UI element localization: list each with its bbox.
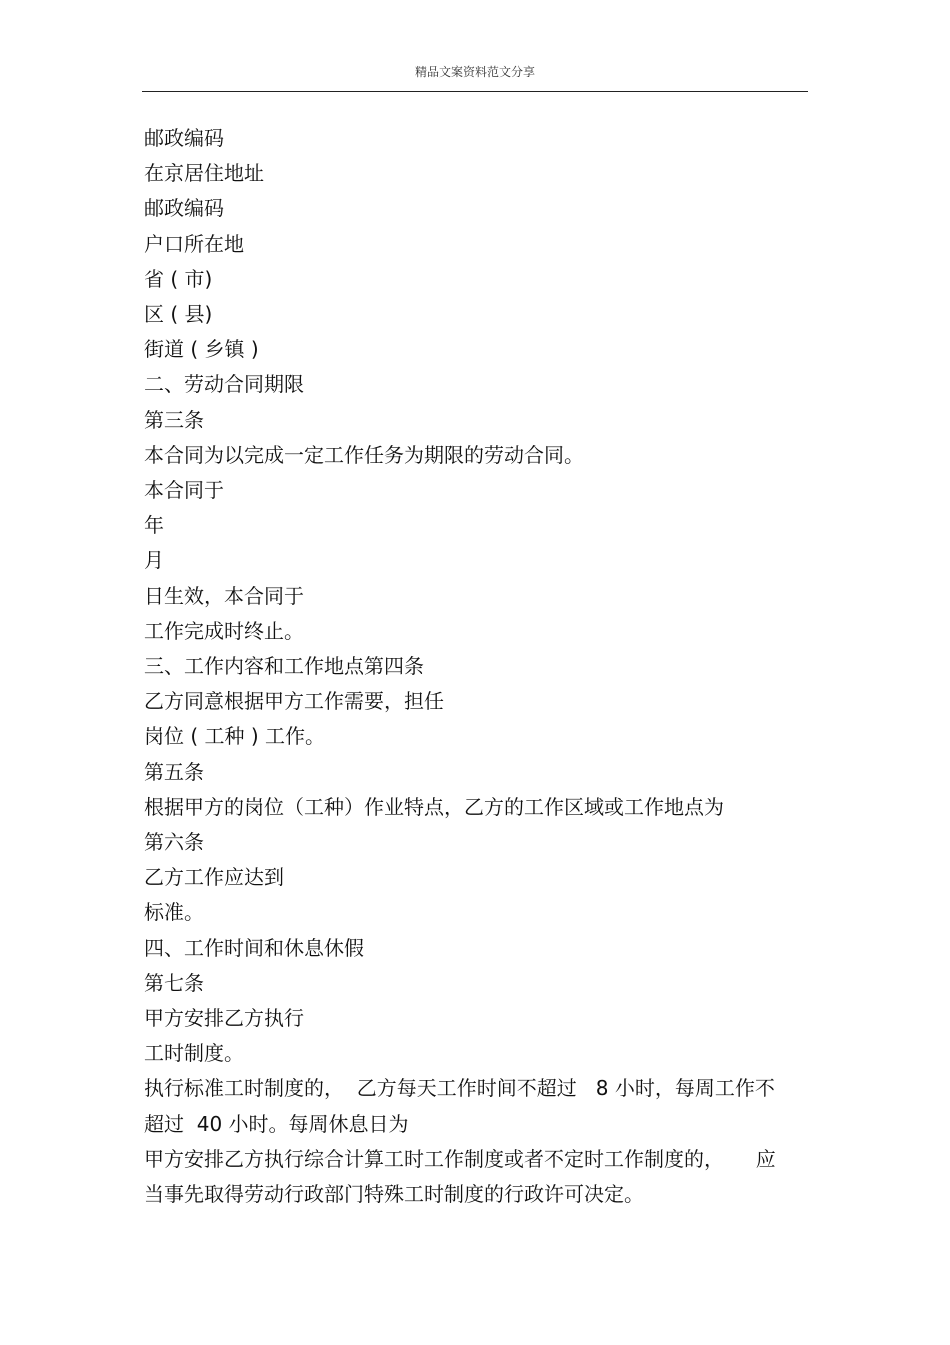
text-line: 当事先取得劳动行政部门特殊工时制度的行政许可决定。 [144, 1182, 644, 1207]
page-header: 精品文案资料范文分享 [414, 65, 535, 79]
text-line: 甲方安排乙方执行综合计算工时工作制度或者不定时工作制度的， 应 [144, 1146, 776, 1171]
article-number: 第六条 [144, 830, 204, 855]
text-line: 执行标准工时制度的， 乙方每天工作时间不超过 8 小时，每周工作不 [144, 1076, 775, 1101]
article-number: 第三条 [144, 407, 204, 432]
text-line: 超过 40 小时。每周休息日为 [144, 1111, 409, 1136]
text-line: 岗位 ( 工种 ) 工作。 [144, 724, 326, 749]
text-line: 乙方同意根据甲方工作需要，担任 [144, 689, 444, 714]
text-line: 区 ( 县) [144, 302, 213, 327]
text-line: 年 [144, 513, 164, 538]
text-line: 省 ( 市) [144, 266, 213, 291]
text-line: 在京居住地址 [144, 161, 264, 186]
text-line: 本合同于 [144, 478, 224, 503]
text-line: 邮政编码 [144, 126, 224, 150]
text-line: 工时制度。 [144, 1041, 244, 1066]
section-heading: 四、工作时间和休息休假 [144, 935, 364, 960]
text-line: 日生效，本合同于 [144, 583, 304, 608]
document-body [144, 121, 808, 1212]
section-heading: 二、劳动合同期限 [144, 372, 304, 397]
article-number: 第七条 [144, 970, 204, 995]
article-number: 第五条 [144, 759, 204, 784]
section-heading: 三、工作内容和工作地点第四条 [144, 654, 424, 679]
text-line: 户口所在地 [144, 231, 244, 256]
header-divider [142, 91, 808, 92]
text-line: 根据甲方的岗位（工种）作业特点，乙方的工作区域或工作地点为 [144, 794, 724, 819]
text-line: 本合同为以完成一定工作任务为期限的劳动合同。 [144, 442, 584, 467]
text-line: 乙方工作应达到 [144, 865, 284, 890]
text-line: 街道 ( 乡镇 ) [144, 337, 259, 362]
text-line: 邮政编码 [144, 196, 224, 221]
text-line: 甲方安排乙方执行 [144, 1006, 304, 1031]
text-line: 工作完成时终止。 [144, 618, 304, 643]
text-line: 标准。 [144, 900, 204, 925]
text-line: 月 [144, 548, 164, 573]
